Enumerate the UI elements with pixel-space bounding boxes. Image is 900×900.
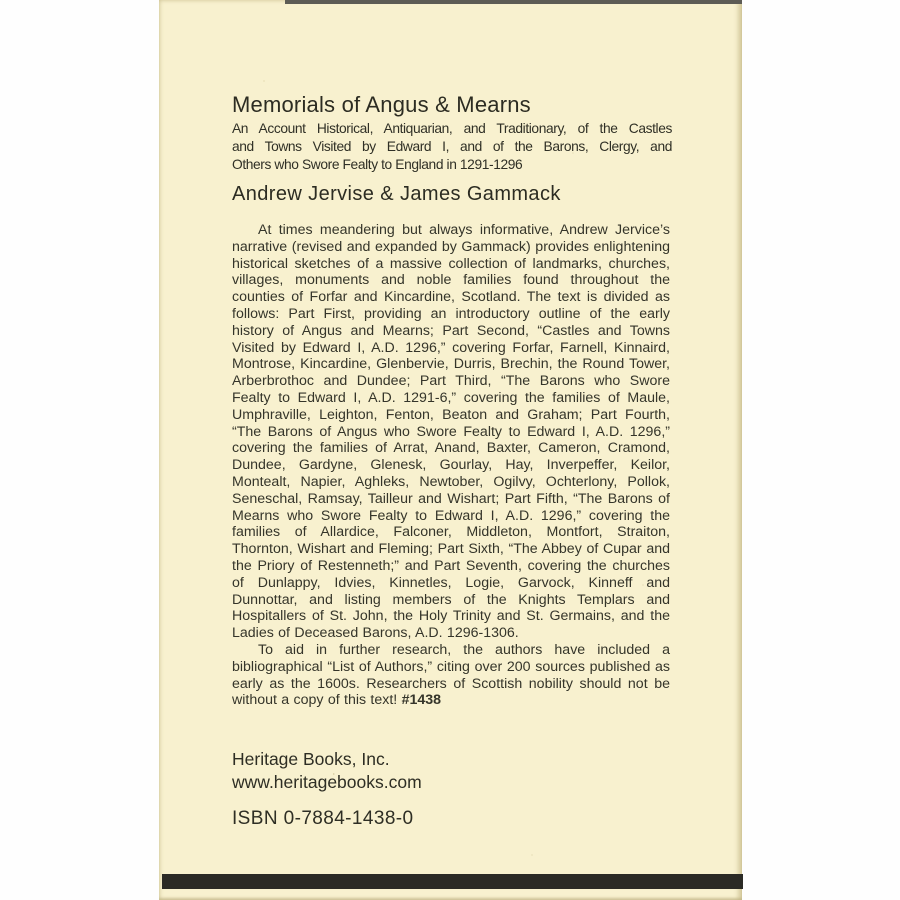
publisher-block bbox=[232, 748, 632, 794]
book-description bbox=[232, 222, 670, 709]
book-authors: Andrew Jervise & James Gammack bbox=[232, 183, 561, 205]
subtitle-line-1: An Account Historical, Antiquarian, and Traditionary, of the Castles bbox=[232, 121, 672, 136]
publisher-name: Heritage Books, Inc. bbox=[232, 749, 390, 769]
scan-top-edge-line bbox=[285, 0, 742, 4]
scan-bottom-edge-bar bbox=[162, 874, 743, 889]
publisher-website: www.heritagebooks.com bbox=[232, 772, 422, 792]
description-paragraph-1: At times meandering but always informative, Andrew Jervice’s narrative (revised and expanded by Gammack) provides enlightening historical sketches of a massive collection of landmarks, churches, villages, monuments and noble families found throughout the counties of Forfar and Kincardine, Scotland. The text is divided as follows: Part First, providing an introductory outline of the early history of Angus and Mearns; Part Second, “Castles and Towns Visited by Edward I, A.D. 1296,” covering Forfar, Farnell, Kinnaird, Montrose, Kincardine, Glenbervie, Durris, Brechin, the Round Tower, Arberbrothoc and Dundee; Part Third, “The Barons who Swore Fealty to Edward I, A.D. 1291-6,” covering the families of Maule, Umphraville, Leighton, Fenton, Beaton and Graham; Part Fourth, “The Barons of Angus who Swore Fealty to Edward I, A.D. 1296,” covering the families of Arrat, Anand, Baxter, Cameron, Cramond, Dundee, Gardyne, Glenesk, Gourlay, Hay, Inverpeffer, Keilor, Montealt, Napier, Aghleks, Newtober, Ogilvy, Ochterlony, Pollok, Seneschal, Ramsay, Tailleur and Wishart; Part Fifth, “The Barons of Mearns who Swore Fealty to Edward I, A.D. 1296,” covering the families of Allardice, Falconer, Middleton, Montfort, Straiton, Thornton, Wishart and Fleming; Part Sixth, “The Abbey of Cupar and the Priory of Restenneth;” and Part Seventh, covering the churches of Dunlappy, Idvies, Kinnetles, Logie, Garvock, Kinneff and Dunnottar, and listing members of the Knights Templars and Hospitallers of St. John, the Holy Trinity and St. Germains, and the Ladies of Deceased Barons, A.D. 1296-1306. bbox=[232, 222, 670, 642]
book-subtitle bbox=[232, 120, 672, 175]
item-number: #1438 bbox=[401, 692, 442, 709]
book-title: Memorials of Angus & Mearns bbox=[232, 92, 531, 117]
description-paragraph-2-text: To aid in further research, the authors have included a bibliographical “List of Authors,” citing over 200 sources published as early as the 1600s. Researchers of Scottish nobility should not be without a copy of this text! bbox=[232, 641, 670, 709]
subtitle-line-3: Others who Swore Fealty to England in 1291-1296 bbox=[232, 157, 523, 173]
subtitle-line-2: and Towns Visited by Edward I, and of the Barons, Clergy, and bbox=[232, 139, 672, 155]
description-paragraph-2 bbox=[232, 642, 670, 709]
isbn-number: ISBN 0-7884-1438-0 bbox=[232, 808, 414, 829]
